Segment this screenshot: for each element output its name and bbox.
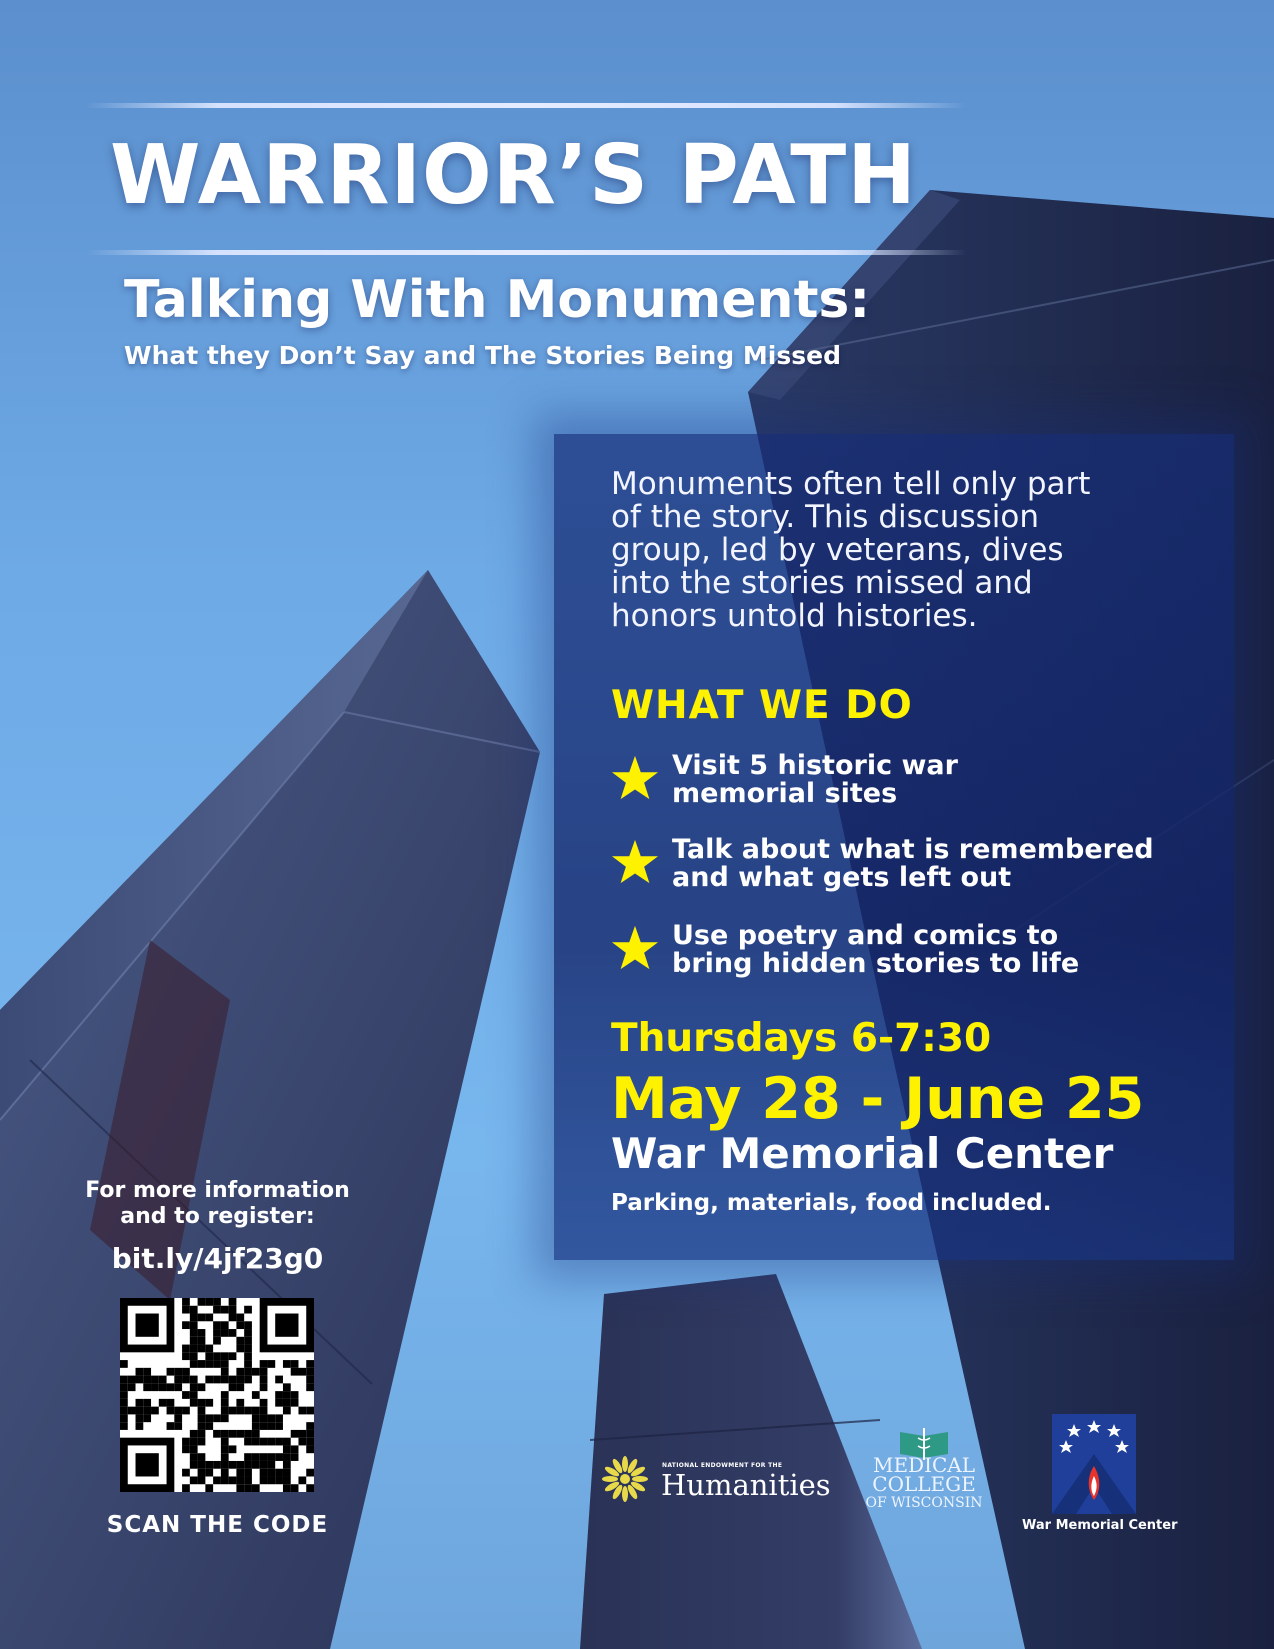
schedule-text: Thursdays 6-7:30	[611, 1016, 992, 1061]
star-icon	[611, 838, 659, 886]
neh-subtitle: NATIONAL ENDOWMENT FOR THE	[662, 1462, 783, 1469]
register-info-line: For more information	[85, 1178, 350, 1203]
register-link[interactable]: bit.ly/4jf23g0	[111, 1242, 324, 1275]
qr-code-icon[interactable]	[120, 1298, 314, 1492]
star-icon	[611, 754, 659, 802]
intro-line: of the story. This discussion	[611, 499, 1039, 535]
neh-name: Humanities	[661, 1468, 831, 1502]
list-item-line: bring hidden stories to life	[672, 948, 1080, 979]
mcw-wordmark	[862, 1453, 986, 1513]
intro-line: honors untold histories.	[611, 598, 978, 634]
register-info	[60, 1178, 375, 1230]
intro-line: group, led by veterans, dives	[611, 532, 1064, 568]
list-item-line: Visit 5 historic war	[672, 750, 958, 781]
intro-line: Monuments often tell only part	[611, 466, 1091, 502]
mcw-line: COLLEGE	[872, 1472, 976, 1496]
mcw-line: MEDICAL	[872, 1453, 976, 1477]
tagline: What they Don’t Say and The Stories Being Missed	[124, 341, 841, 370]
title-top-rule	[86, 103, 966, 108]
star-icon	[611, 924, 659, 972]
list-item-line: Use poetry and comics to	[672, 920, 1059, 951]
list-item	[611, 922, 1251, 982]
list-item-line: Talk about what is remembered	[672, 834, 1154, 865]
page-title: WARRIOR’S PATH	[110, 128, 917, 223]
what-we-do-heading: WHAT WE DO	[611, 683, 913, 728]
title-bottom-rule	[86, 250, 966, 255]
intro-paragraph	[611, 468, 1171, 633]
war-memorial-center-logo-icon	[1052, 1414, 1136, 1514]
mcw-line: OF WISCONSIN	[865, 1495, 983, 1511]
list-item	[611, 752, 1251, 812]
list-item	[611, 836, 1251, 896]
date-range: May 28 - June 25	[611, 1066, 1145, 1132]
scan-label: SCAN THE CODE	[106, 1512, 329, 1538]
wmc-name: War Memorial Center	[1022, 1518, 1178, 1533]
intro-line: into the stories missed and	[611, 565, 1033, 601]
venue-name: War Memorial Center	[611, 1129, 1114, 1178]
register-info-line: and to register:	[120, 1204, 315, 1229]
list-item-line: and what gets left out	[672, 862, 1012, 893]
list-item-line: memorial sites	[672, 778, 898, 809]
perks-text: Parking, materials, food included.	[611, 1190, 1052, 1216]
subtitle: Talking With Monuments:	[124, 270, 871, 330]
